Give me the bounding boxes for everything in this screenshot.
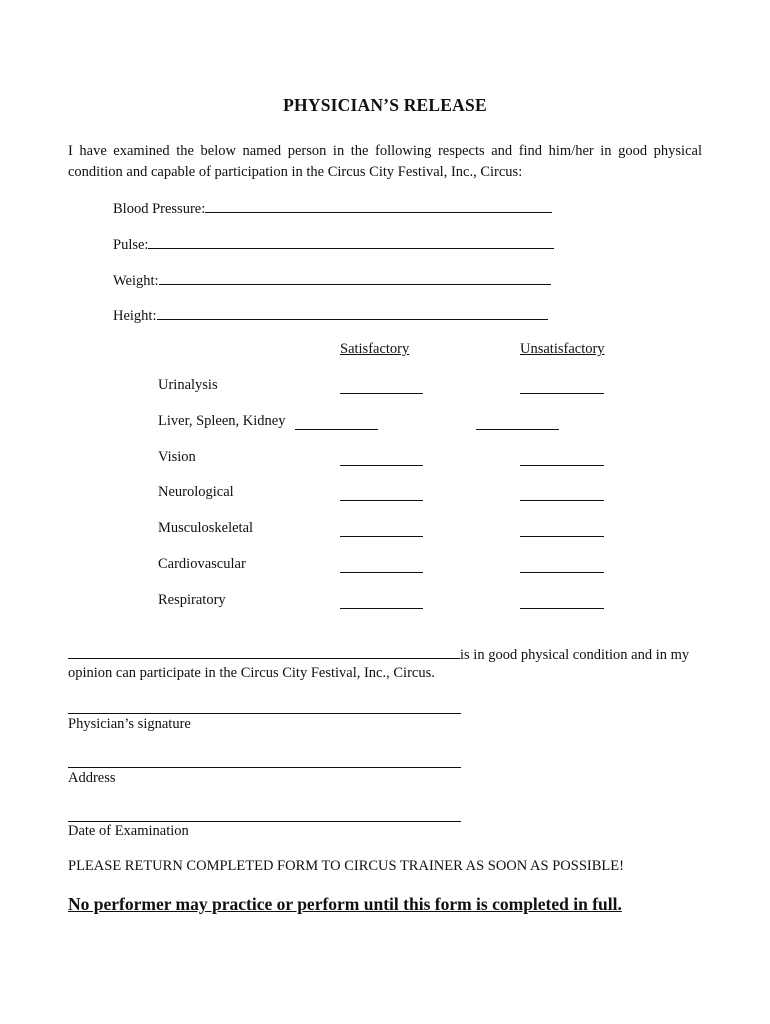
- liver-satisfactory-blank[interactable]: [295, 429, 378, 430]
- musculoskeletal-satisfactory-blank[interactable]: [340, 536, 423, 537]
- physician-signature-line[interactable]: [68, 713, 461, 714]
- vision-unsatisfactory-blank[interactable]: [520, 465, 604, 466]
- respiratory-satisfactory-blank[interactable]: [340, 608, 423, 609]
- date-of-examination-line[interactable]: [68, 821, 461, 822]
- blood-pressure-label: Blood Pressure:: [113, 201, 206, 217]
- cardiovascular-unsatisfactory-blank[interactable]: [520, 572, 604, 573]
- exam-label-respiratory: Respiratory: [158, 592, 226, 608]
- address-label: Address: [68, 770, 116, 786]
- pulse-label: Pulse:: [113, 237, 149, 253]
- intro-paragraph: I have examined the below named person in the following respects and find him/her in good physical condition and capable of participation in the Circus City Festival, Inc., Circus:: [68, 143, 702, 180]
- neurological-unsatisfactory-blank[interactable]: [520, 500, 604, 501]
- blood-pressure-field[interactable]: [113, 198, 552, 218]
- blood-pressure-line[interactable]: [205, 198, 552, 213]
- exam-label-vision: Vision: [158, 449, 196, 465]
- physician-signature-label: Physician’s signature: [68, 716, 191, 732]
- satisfactory-column-header: Satisfactory: [340, 341, 410, 357]
- weight-label: Weight:: [113, 273, 159, 289]
- return-notice: PLEASE RETURN COMPLETED FORM TO CIRCUS TRAINER AS SOON AS POSSIBLE!: [68, 858, 624, 874]
- musculoskeletal-unsatisfactory-blank[interactable]: [520, 536, 604, 537]
- pulse-field[interactable]: [113, 234, 554, 254]
- exam-label-urinalysis: Urinalysis: [158, 377, 218, 393]
- exam-label-cardiovascular: Cardiovascular: [158, 556, 246, 572]
- date-of-examination-label: Date of Examination: [68, 823, 189, 839]
- page-title: PHYSICIAN’S RELEASE: [283, 95, 487, 115]
- height-field[interactable]: [113, 305, 548, 325]
- release-statement: [68, 644, 702, 682]
- urinalysis-unsatisfactory-blank[interactable]: [520, 393, 604, 394]
- weight-field[interactable]: [113, 270, 551, 290]
- unsatisfactory-column-header: Unsatisfactory: [520, 341, 605, 357]
- exam-label-musculoskeletal: Musculoskeletal: [158, 520, 254, 536]
- height-label: Height:: [113, 308, 157, 324]
- respiratory-unsatisfactory-blank[interactable]: [520, 608, 604, 609]
- weight-line[interactable]: [159, 270, 551, 285]
- liver-unsatisfactory-blank[interactable]: [476, 429, 559, 430]
- performer-name-line[interactable]: [68, 644, 460, 659]
- exam-label-liver-spleen-kidney: Liver, Spleen, Kidney: [158, 413, 286, 429]
- pulse-line[interactable]: [148, 234, 554, 249]
- neurological-satisfactory-blank[interactable]: [340, 500, 423, 501]
- address-line[interactable]: [68, 767, 461, 768]
- height-line[interactable]: [157, 305, 548, 320]
- urinalysis-satisfactory-blank[interactable]: [340, 393, 423, 394]
- release-statement-text: is in good physical condition and in my opinion can participate in the Circus City Festival, Inc., Circus.: [68, 647, 690, 681]
- vision-satisfactory-blank[interactable]: [340, 465, 423, 466]
- exam-label-neurological: Neurological: [158, 484, 234, 500]
- cardiovascular-satisfactory-blank[interactable]: [340, 572, 423, 573]
- completion-warning: No performer may practice or perform until this form is completed in full.: [68, 894, 622, 914]
